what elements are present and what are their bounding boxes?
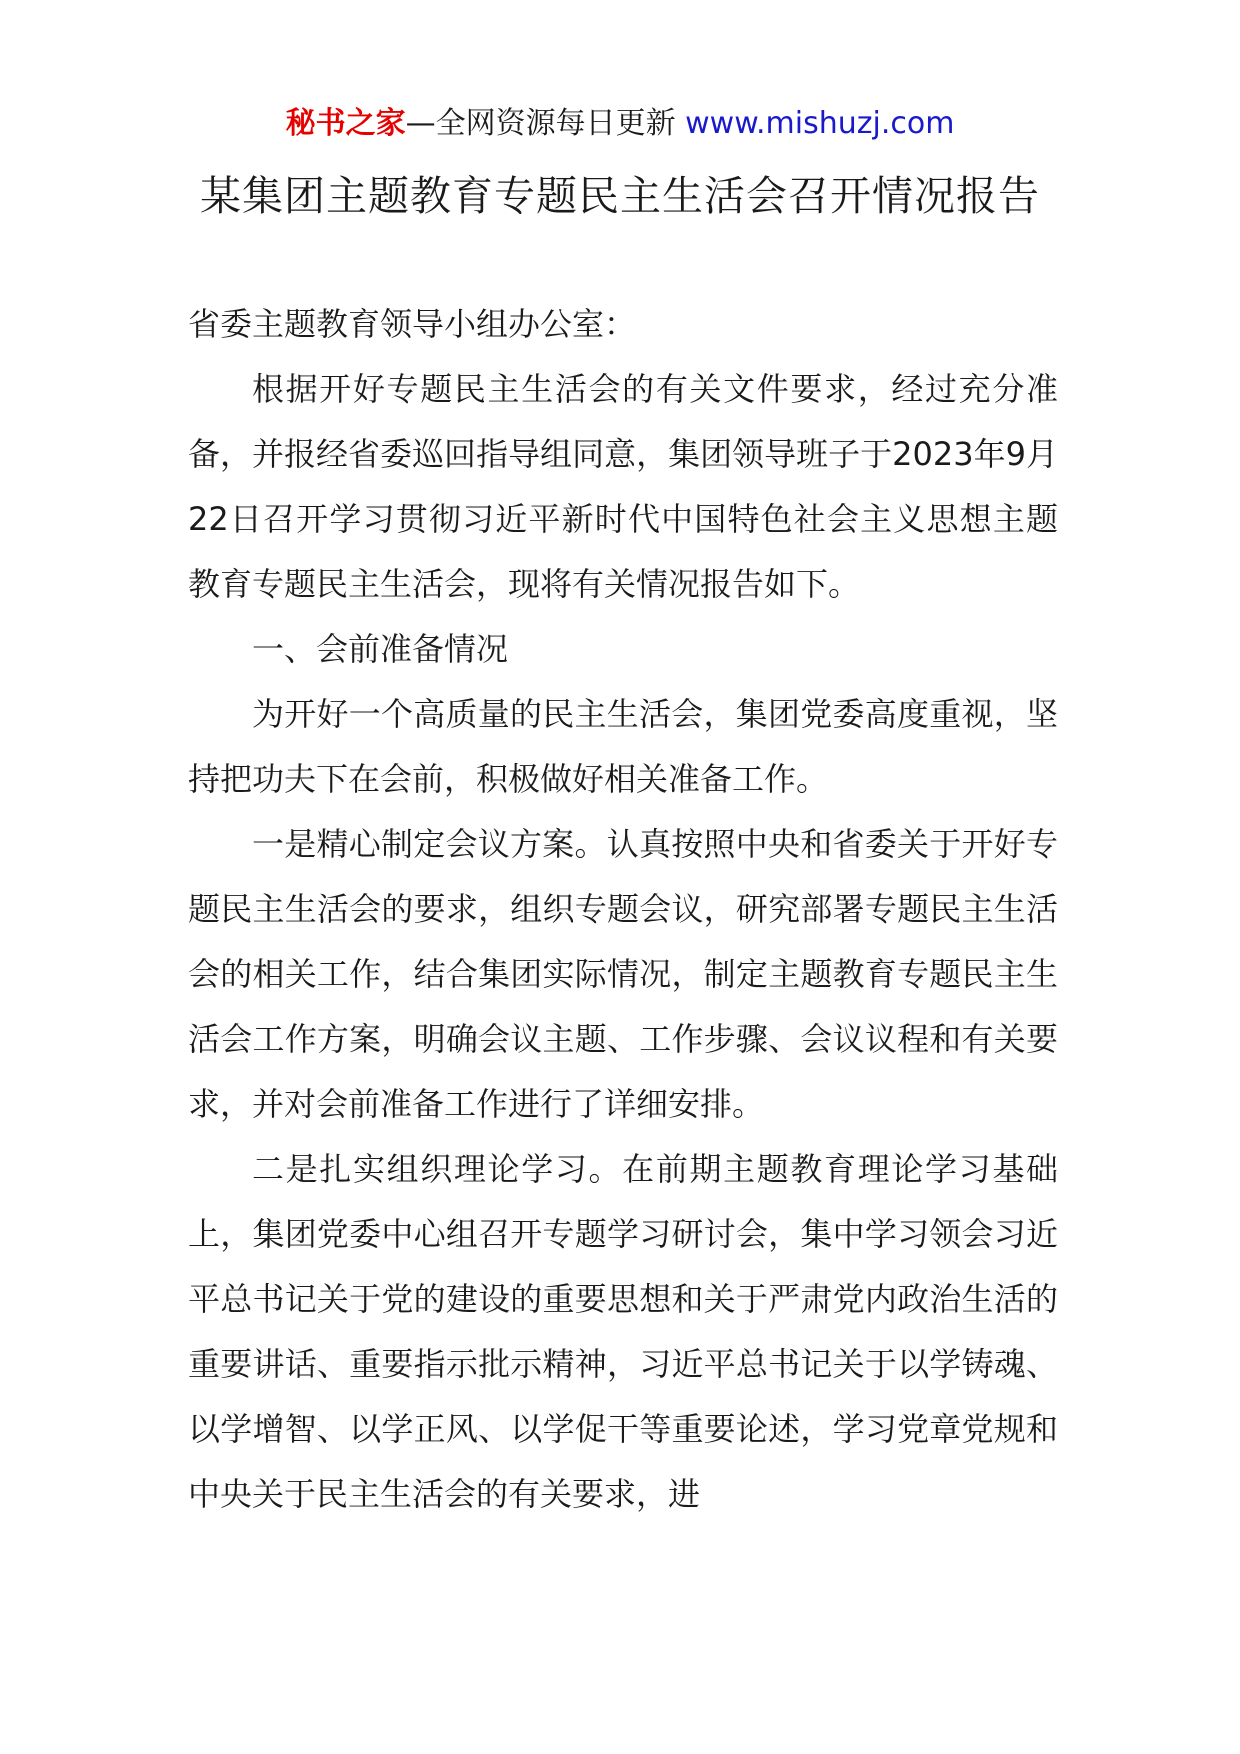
salutation: 省委主题教育领导小组办公室： [188,305,637,343]
paragraph: 一是精心制定会议方案。认真按照中央和省委关于开好专题民主生活会的要求，组织专题会议，研究部署专题民主生活会的相关工作，结合集团实际情况，制定主题教育专题民主生活会工作方案，明确会议主题、工作步骤、会议议程和有关要求，并对会前准备工作进行了详细安排。 [188,825,1058,1123]
document-body [188,292,1058,1527]
section-heading: 一、会前准备情况 [252,630,509,668]
paragraph-intro: 根据开好专题民主生活会的有关文件要求，经过充分准备，并报经省委巡回指导组同意，集团领导班子于2023年9月22日召开学习贯彻习近平新时代中国特色社会主义思想主题教育专题民主生活会，现将有关情况报告如下。 [188,370,1058,603]
site-header [0,102,1240,146]
paragraph: 为开好一个高质量的民主生活会，集团党委高度重视，坚持把功夫下在会前，积极做好相关准备工作。 [188,695,1058,798]
site-name: 秘书之家 [285,106,406,141]
site-tagline: —全网资源每日更新 [405,106,676,141]
site-url-link[interactable]: www.mishuzj.com [685,106,955,141]
document-title: 某集团主题教育专题民主生活会召开情况报告 [200,172,1040,220]
paragraph: 二是扎实组织理论学习。在前期主题教育理论学习基础上，集团党委中心组召开专题学习研讨会，集中学习领会习近平总书记关于党的建设的重要思想和关于严肃党内政治生活的重要讲话、重要指示批示精神，习近平总书记关于以学铸魂、以学增智、以学正风、以学促干等重要论述，学习党章党规和中央关于民主生活会的有关要求，进 [188,1150,1058,1513]
